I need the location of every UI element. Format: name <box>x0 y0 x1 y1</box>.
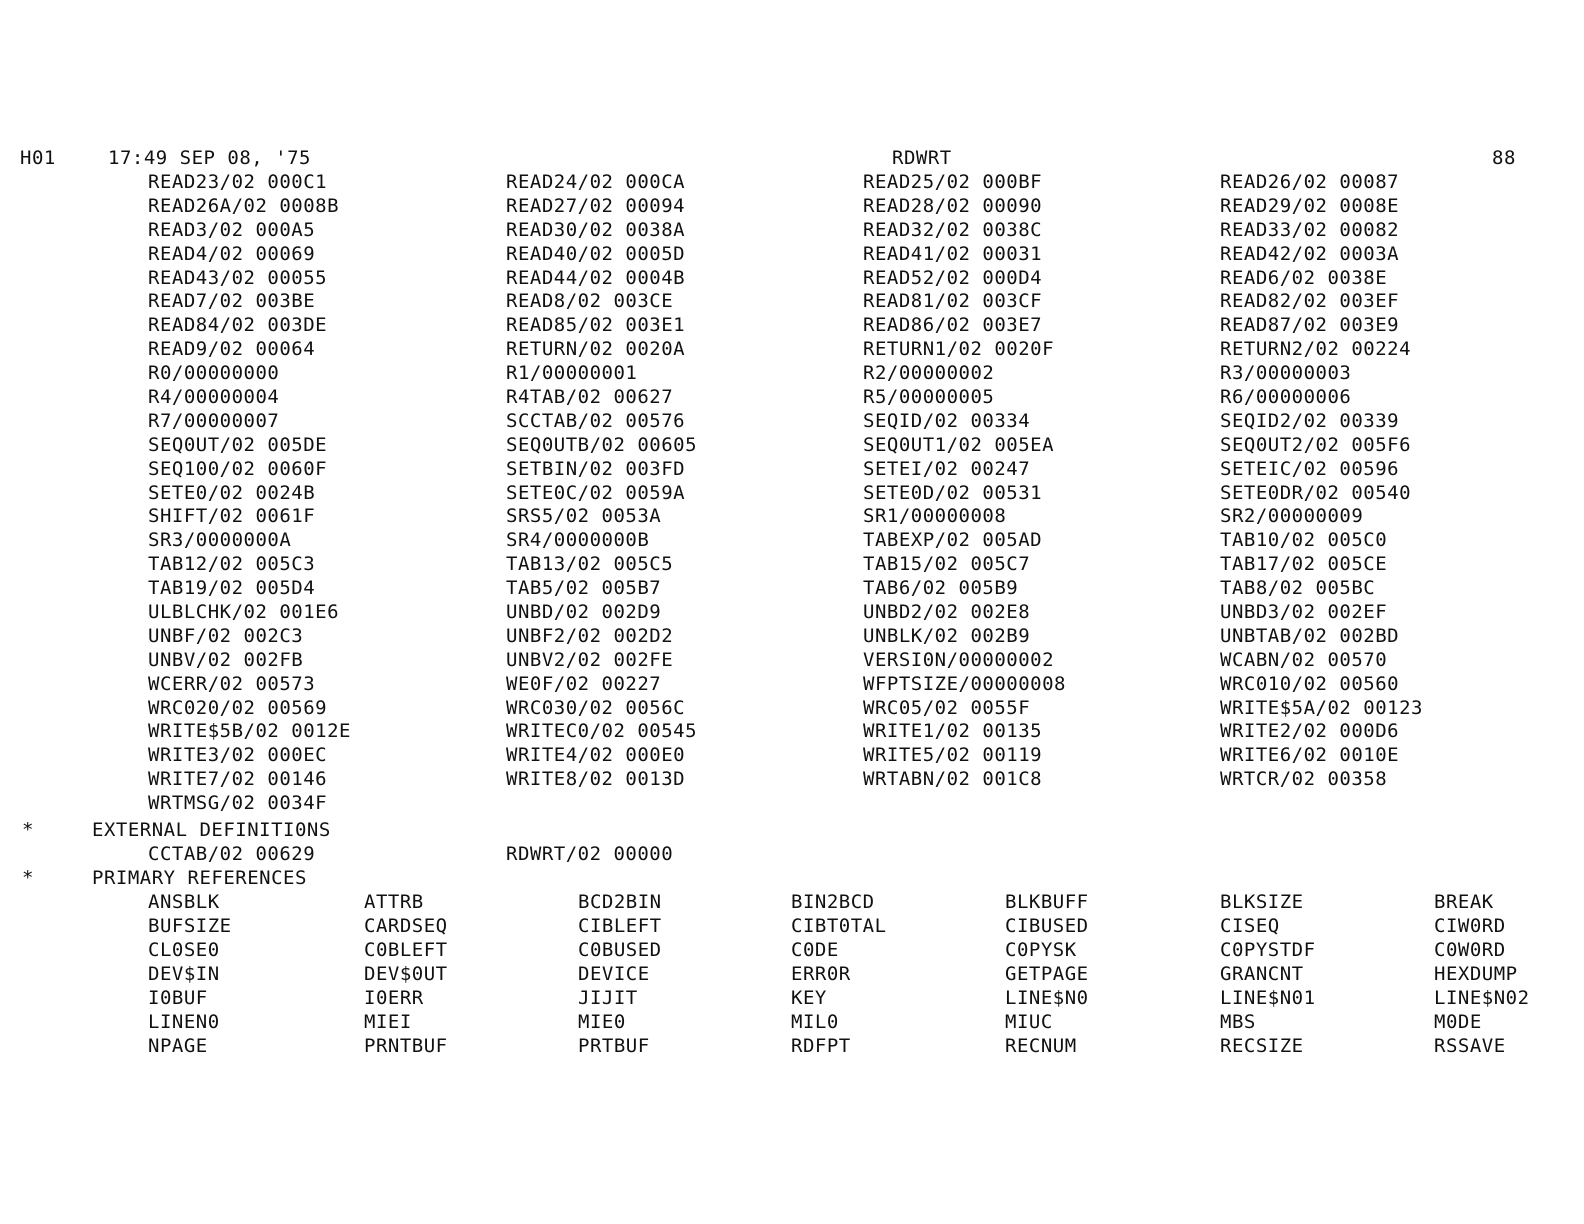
symbol-entry: READ85/02 003E1 <box>506 314 686 337</box>
primary-reference: HEXDUMP <box>1434 963 1518 985</box>
symbol-entry: R1/00000001 <box>506 362 638 385</box>
symbol-entry: TABEXP/02 005AD <box>863 529 1043 552</box>
symbol-entry: WRITE7/02 00146 <box>148 768 328 791</box>
symbol-entry: SETE0C/02 0059A <box>506 481 686 504</box>
header-id: H01 <box>20 147 56 169</box>
table-row <box>148 457 1548 481</box>
symbol-entry: READ32/02 0038C <box>863 218 1043 241</box>
symbol-entry: SETEI/02 00247 <box>863 457 1031 480</box>
primary-reference: CARDSEQ <box>364 915 448 937</box>
symbol-entry: WRITE$5B/02 0012E <box>148 720 351 743</box>
symbol-entry: SETEIC/02 00596 <box>1220 457 1400 480</box>
primary-reference: CIBLEFT <box>578 915 662 937</box>
table-row <box>148 672 1548 696</box>
symbol-entry: READ44/02 0004B <box>506 266 686 289</box>
symbol-entry: R2/00000002 <box>863 362 995 385</box>
symbol-entry: R5/00000005 <box>863 386 995 409</box>
primary-reference: ANSBLK <box>148 891 220 913</box>
symbol-entry: READ26/02 00087 <box>1220 171 1400 193</box>
table-row <box>148 552 1548 576</box>
table-row <box>148 433 1548 457</box>
symbol-entry: TAB12/02 005C3 <box>148 553 316 576</box>
table-row <box>148 218 1548 242</box>
symbol-entry: UNBD3/02 002EF <box>1220 601 1388 624</box>
primary-reference: JIJIT <box>578 987 638 1009</box>
primary-references-heading: PRIMARY REFERENCES <box>92 867 307 889</box>
symbol-entry: SEQID/02 00334 <box>863 409 1031 432</box>
symbol-entry: UNBD2/02 002E8 <box>863 601 1031 624</box>
table-row <box>148 890 1558 914</box>
symbol-entry: WRITEC0/02 00545 <box>506 720 698 743</box>
symbol-entry: READ30/02 0038A <box>506 218 686 241</box>
symbol-entry: UNBTAB/02 002BD <box>1220 624 1400 647</box>
list-item <box>148 842 1548 866</box>
symbol-entry: TAB13/02 005C5 <box>506 553 674 576</box>
symbol-entry: UNBV2/02 002FE <box>506 648 674 671</box>
symbol-entry: SETE0DR/02 00540 <box>1220 481 1412 504</box>
symbol-entry: READ27/02 00094 <box>506 194 686 217</box>
primary-reference: PRTBUF <box>578 1035 650 1057</box>
symbol-entry: SR4/0000000B <box>506 529 650 552</box>
symbol-entry: WRTCR/02 00358 <box>1220 768 1388 791</box>
primary-references-table <box>148 890 1558 1058</box>
symbol-entry: READ41/02 00031 <box>863 242 1043 265</box>
table-row <box>148 361 1548 385</box>
primary-reference: LINE$N0 <box>1005 987 1089 1009</box>
primary-reference: DEV$0UT <box>364 963 448 985</box>
symbol-entry: SETBIN/02 003FD <box>506 457 686 480</box>
symbol-entry: WRITE6/02 0010E <box>1220 744 1400 767</box>
table-row <box>148 409 1548 433</box>
symbol-entry: SCCTAB/02 00576 <box>506 409 686 432</box>
external-definitions-heading: EXTERNAL DEFINITI0NS <box>92 819 331 841</box>
external-definition: RDWRT/02 00000 <box>506 843 674 865</box>
symbol-entry: WCERR/02 00573 <box>148 672 316 695</box>
symbol-entry: TAB8/02 005BC <box>1220 577 1376 600</box>
symbol-entry: READ29/02 0008E <box>1220 194 1400 217</box>
symbol-entry: WRTABN/02 001C8 <box>863 768 1043 791</box>
symbol-entry: RETURN/02 0020A <box>506 338 686 361</box>
table-row <box>148 938 1558 962</box>
symbol-entry: READ9/02 00064 <box>148 338 316 361</box>
symbol-entry: VERSI0N/00000002 <box>863 648 1055 671</box>
primary-reference: GRANCNT <box>1220 963 1304 985</box>
table-row <box>148 337 1548 361</box>
symbol-entry: WRC020/02 00569 <box>148 696 328 719</box>
symbol-entry: TAB17/02 005CE <box>1220 553 1388 576</box>
symbol-entry: WRC05/02 0055F <box>863 696 1031 719</box>
symbol-entry: READ42/02 0003A <box>1220 242 1400 265</box>
table-row <box>148 528 1548 552</box>
table-row <box>148 1010 1558 1034</box>
table-row <box>148 719 1548 743</box>
symbol-entry: ULBLCHK/02 001E6 <box>148 601 340 624</box>
symbol-entry: R6/00000006 <box>1220 386 1352 409</box>
symbol-entry: WCABN/02 00570 <box>1220 648 1388 671</box>
table-row <box>148 385 1548 409</box>
symbol-entry: R7/00000007 <box>148 409 280 432</box>
symbol-entry: SETE0/02 0024B <box>148 481 316 504</box>
page-title: RDWRT <box>892 147 952 169</box>
symbol-entry: WRITE5/02 00119 <box>863 744 1043 767</box>
symbol-entry: TAB19/02 005D4 <box>148 577 316 600</box>
symbol-entry: READ25/02 000BF <box>863 171 1043 193</box>
symbol-entry: READ86/02 003E7 <box>863 314 1043 337</box>
primary-marker: * <box>22 867 34 889</box>
primary-reference: MIE0 <box>578 1011 626 1033</box>
symbol-entry: READ4/02 00069 <box>148 242 316 265</box>
table-row <box>148 170 1548 194</box>
table-row <box>148 696 1548 720</box>
header-timestamp: 17:49 SEP 08, '75 <box>108 147 311 169</box>
primary-reference: LINEN0 <box>148 1011 220 1033</box>
primary-reference: C0PYSK <box>1005 939 1077 961</box>
symbol-entry: UNBD/02 002D9 <box>506 601 662 624</box>
table-row <box>148 313 1548 337</box>
primary-reference: MBS <box>1220 1011 1256 1033</box>
primary-reference: GETPAGE <box>1005 963 1089 985</box>
primary-reference: RDFPT <box>791 1035 851 1057</box>
symbol-entry: R3/00000003 <box>1220 362 1352 385</box>
external-definitions-list <box>148 842 1548 866</box>
symbol-entry: READ33/02 00082 <box>1220 218 1400 241</box>
primary-reference: ATTRB <box>364 891 424 913</box>
primary-reference: LINE$N01 <box>1220 987 1316 1009</box>
symbol-entry: READ87/02 003E9 <box>1220 314 1400 337</box>
primary-reference: BREAK <box>1434 891 1494 913</box>
primary-reference: DEV$IN <box>148 963 220 985</box>
symbol-entry: WRITE$5A/02 00123 <box>1220 696 1423 719</box>
page-number: 88 <box>1492 147 1516 169</box>
symbol-entry: READ6/02 0038E <box>1220 266 1388 289</box>
symbol-table <box>148 170 1548 815</box>
symbol-entry: SEQ0UTB/02 00605 <box>506 433 698 456</box>
symbol-entry: RETURN2/02 00224 <box>1220 338 1412 361</box>
table-row <box>148 624 1548 648</box>
primary-reference: CL0SE0 <box>148 939 220 961</box>
symbol-entry: READ43/02 00055 <box>148 266 328 289</box>
symbol-entry: READ8/02 003CE <box>506 290 674 313</box>
primary-reference: M0DE <box>1434 1011 1482 1033</box>
symbol-entry: SEQID2/02 00339 <box>1220 409 1400 432</box>
symbol-entry: READ28/02 00090 <box>863 194 1043 217</box>
primary-reference: PRNTBUF <box>364 1035 448 1057</box>
table-row <box>148 504 1548 528</box>
primary-reference: RSSAVE <box>1434 1035 1506 1057</box>
table-row <box>148 791 1548 815</box>
primary-reference: KEY <box>791 987 827 1009</box>
symbol-entry: WRTMSG/02 0034F <box>148 792 328 815</box>
primary-reference: CISEQ <box>1220 915 1280 937</box>
primary-reference: MIEI <box>364 1011 412 1033</box>
symbol-entry: RETURN1/02 0020F <box>863 338 1055 361</box>
symbol-entry: SHIFT/02 0061F <box>148 505 316 528</box>
symbol-entry: READ40/02 0005D <box>506 242 686 265</box>
symbol-entry: READ81/02 003CF <box>863 290 1043 313</box>
primary-reference: CIBT0TAL <box>791 915 887 937</box>
table-row <box>148 986 1558 1010</box>
symbol-entry: READ23/02 000C1 <box>148 171 328 193</box>
symbol-entry: READ7/02 003BE <box>148 290 316 313</box>
primary-reference: NPAGE <box>148 1035 208 1057</box>
symbol-entry: SETE0D/02 00531 <box>863 481 1043 504</box>
primary-reference: C0BUSED <box>578 939 662 961</box>
symbol-entry: READ82/02 003EF <box>1220 290 1400 313</box>
primary-reference: CIW0RD <box>1434 915 1506 937</box>
primary-reference: CIBUSED <box>1005 915 1089 937</box>
symbol-entry: WRITE2/02 000D6 <box>1220 720 1400 743</box>
symbol-entry: R4TAB/02 00627 <box>506 386 674 409</box>
symbol-entry: UNBF2/02 002D2 <box>506 624 674 647</box>
primary-reference: I0BUF <box>148 987 208 1009</box>
table-row <box>148 576 1548 600</box>
primary-reference: RECSIZE <box>1220 1035 1304 1057</box>
symbol-entry: WE0F/02 00227 <box>506 672 662 695</box>
primary-reference: C0DE <box>791 939 839 961</box>
table-row <box>148 266 1548 290</box>
primary-reference: BLKBUFF <box>1005 891 1089 913</box>
primary-reference: C0W0RD <box>1434 939 1506 961</box>
primary-reference: C0BLEFT <box>364 939 448 961</box>
symbol-entry: WFPTSIZE/00000008 <box>863 672 1066 695</box>
symbol-entry: READ3/02 000A5 <box>148 218 316 241</box>
table-row <box>148 767 1548 791</box>
primary-reference: DEVICE <box>578 963 650 985</box>
table-row <box>148 914 1558 938</box>
symbol-entry: WRITE4/02 000E0 <box>506 744 686 767</box>
primary-reference: BCD2BIN <box>578 891 662 913</box>
symbol-entry: TAB5/02 005B7 <box>506 577 662 600</box>
symbol-entry: READ52/02 000D4 <box>863 266 1043 289</box>
symbol-entry: WRITE1/02 00135 <box>863 720 1043 743</box>
symbol-entry: TAB10/02 005C0 <box>1220 529 1388 552</box>
primary-reference: BIN2BCD <box>791 891 875 913</box>
symbol-entry: SR3/0000000A <box>148 529 292 552</box>
table-row <box>148 600 1548 624</box>
symbol-entry: SEQ0UT1/02 005EA <box>863 433 1055 456</box>
symbol-entry: SR1/00000008 <box>863 505 1007 528</box>
table-row <box>148 648 1548 672</box>
table-row <box>148 481 1548 505</box>
primary-reference: I0ERR <box>364 987 424 1009</box>
symbol-entry: WRC010/02 00560 <box>1220 672 1400 695</box>
primary-reference: LINE$N02 <box>1434 987 1530 1009</box>
symbol-entry: UNBLK/02 002B9 <box>863 624 1031 647</box>
symbol-entry: TAB6/02 005B9 <box>863 577 1019 600</box>
table-row <box>148 743 1548 767</box>
symbol-entry: SEQ0UT2/02 005F6 <box>1220 433 1412 456</box>
symbol-entry: WRC030/02 0056C <box>506 696 686 719</box>
primary-reference: RECNUM <box>1005 1035 1077 1057</box>
table-row <box>148 962 1558 986</box>
external-marker: * <box>22 819 34 841</box>
symbol-entry: SEQ0UT/02 005DE <box>148 433 328 456</box>
primary-reference: ERR0R <box>791 963 851 985</box>
symbol-entry: UNBV/02 002FB <box>148 648 304 671</box>
table-row <box>148 289 1548 313</box>
primary-reference: BUFSIZE <box>148 915 232 937</box>
symbol-entry: READ24/02 000CA <box>506 171 686 193</box>
table-row <box>148 242 1548 266</box>
symbol-entry: SR2/00000009 <box>1220 505 1364 528</box>
primary-reference: BLKSIZE <box>1220 891 1304 913</box>
symbol-entry: READ84/02 003DE <box>148 314 328 337</box>
symbol-entry: SRS5/02 0053A <box>506 505 662 528</box>
symbol-entry: WRITE3/02 000EC <box>148 744 328 767</box>
table-row <box>148 194 1548 218</box>
symbol-entry: WRITE8/02 0013D <box>506 768 686 791</box>
symbol-entry: TAB15/02 005C7 <box>863 553 1031 576</box>
symbol-entry: SEQ100/02 0060F <box>148 457 328 480</box>
external-definition: CCTAB/02 00629 <box>148 843 316 865</box>
symbol-entry: R4/00000004 <box>148 386 280 409</box>
table-row <box>148 1034 1558 1058</box>
symbol-entry: READ26A/02 0008B <box>148 194 340 217</box>
primary-reference: MIUC <box>1005 1011 1053 1033</box>
symbol-entry: UNBF/02 002C3 <box>148 624 304 647</box>
primary-reference: C0PYSTDF <box>1220 939 1316 961</box>
symbol-entry: R0/00000000 <box>148 362 280 385</box>
primary-reference: MIL0 <box>791 1011 839 1033</box>
